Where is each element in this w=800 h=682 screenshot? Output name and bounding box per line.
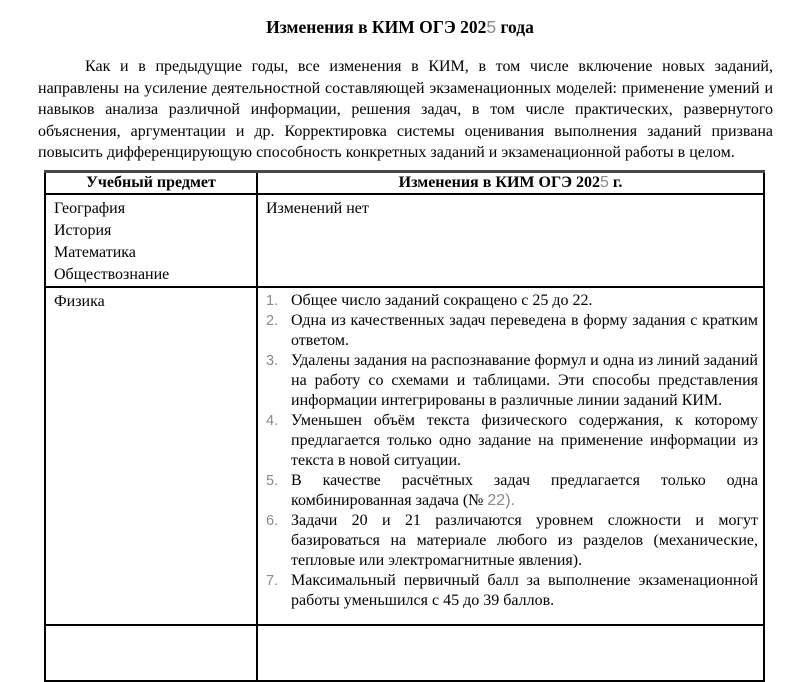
physics-change-item: [266, 351, 758, 411]
cell-no-changes-text: [257, 194, 764, 287]
subject-math: Математика: [54, 243, 136, 261]
list-item-text: [291, 311, 758, 351]
header-changes-suffix: г.: [608, 173, 623, 191]
subject-physics: Физика: [54, 292, 105, 310]
list-item-text: [291, 291, 758, 311]
cell-physics-changes: [257, 287, 764, 625]
text-segment: Уменьшен объём текста физического содержания, к которому предлагается только одно задание на применение информации из текста в новой ситуации.: [291, 411, 758, 469]
list-item-text: [291, 511, 758, 571]
physics-change-item: [266, 511, 758, 571]
physics-change-item: [266, 291, 758, 311]
subject-social-science: Обществознание: [54, 265, 170, 283]
header-changes-text: Изменения в КИМ ОГЭ 202: [398, 173, 600, 191]
cell-subjects-no-changes: [45, 194, 257, 287]
table-header-row: [45, 171, 764, 194]
list-item-number: 6.: [266, 512, 279, 529]
text-segment: Общее число заданий сокращено с 25 до 22.: [291, 291, 593, 309]
title-suffix: года: [496, 17, 534, 37]
cell-subject-physics: [45, 287, 257, 625]
header-changes-year-digit: 5: [599, 173, 609, 191]
table-row-physics: [45, 287, 764, 625]
title-text: Изменения в КИМ ОГЭ 202: [266, 17, 487, 37]
list-item-text: [291, 571, 758, 611]
physics-change-item: [266, 571, 758, 611]
muted-text-segment: 22).: [487, 491, 515, 509]
text-segment: В качестве расчётных задач предлагается только одна комбинированная задача (№: [291, 471, 758, 509]
text-segment: Задачи 20 и 21 различаются уровнем сложности и могут базироваться на материале любого из разделов (механические, тепловые или электромагнитные явления).: [291, 511, 758, 569]
column-header-changes: [257, 171, 764, 194]
physics-change-item: [266, 311, 758, 351]
list-item-text: [291, 411, 758, 471]
document-page: [0, 15, 800, 682]
subjects-list: [46, 195, 256, 286]
list-item-number: 4.: [266, 412, 279, 429]
page-title: [0, 15, 800, 39]
text-segment: Одна из качественных задач переведена в форму задания с кратким ответом.: [291, 311, 758, 349]
subject-history: История: [54, 221, 112, 239]
cell-clipped-left: [45, 625, 257, 681]
list-item-text: [291, 471, 758, 511]
list-item-number: 2.: [266, 312, 279, 329]
list-item-text: [291, 351, 758, 411]
subject-physics-wrap: [46, 288, 256, 313]
table-row-clipped: [45, 625, 764, 681]
column-header-subject: Учебный предмет: [45, 171, 257, 194]
list-item-number: 3.: [266, 352, 279, 369]
intro-paragraph: Как и в предыдущие годы, все изменения в КИМ, в том числе включение новых заданий, направлены на усиление деятельностной составляющей экзаменационных моделей: применение умений и навыков анализа различной информации, решения задач, в том числе практических, развернутого объяснения, аргументации и др. Корректировка системы оценивания выполнения заданий призвана повысить дифференцирующую способность конкретных заданий и экзаменационной работы в целом.: [38, 58, 773, 161]
title-year-digit: 5: [486, 17, 497, 37]
physics-change-item: [266, 471, 758, 511]
list-item-number: 5.: [266, 472, 279, 489]
physics-change-item: [266, 411, 758, 471]
table-row-no-changes: [45, 194, 764, 287]
no-changes-text: Изменений нет: [266, 199, 369, 217]
text-segment: Максимальный первичный балл за выполнение экзаменационной работы уменьшился с 45 до 39 баллов.: [291, 571, 758, 609]
text-segment: Удалены задания на распознавание формул и одна из линий заданий на работу со схемами и таблицами. Эти способы представления информации интегрированы в различные линии заданий КИМ.: [291, 351, 758, 409]
cell-clipped-right: [257, 625, 764, 681]
list-item-number: 7.: [266, 572, 279, 589]
subject-geography: География: [54, 199, 126, 217]
changes-table: [44, 170, 765, 682]
physics-changes-list: [258, 288, 763, 611]
list-item-number: 1.: [266, 292, 279, 309]
